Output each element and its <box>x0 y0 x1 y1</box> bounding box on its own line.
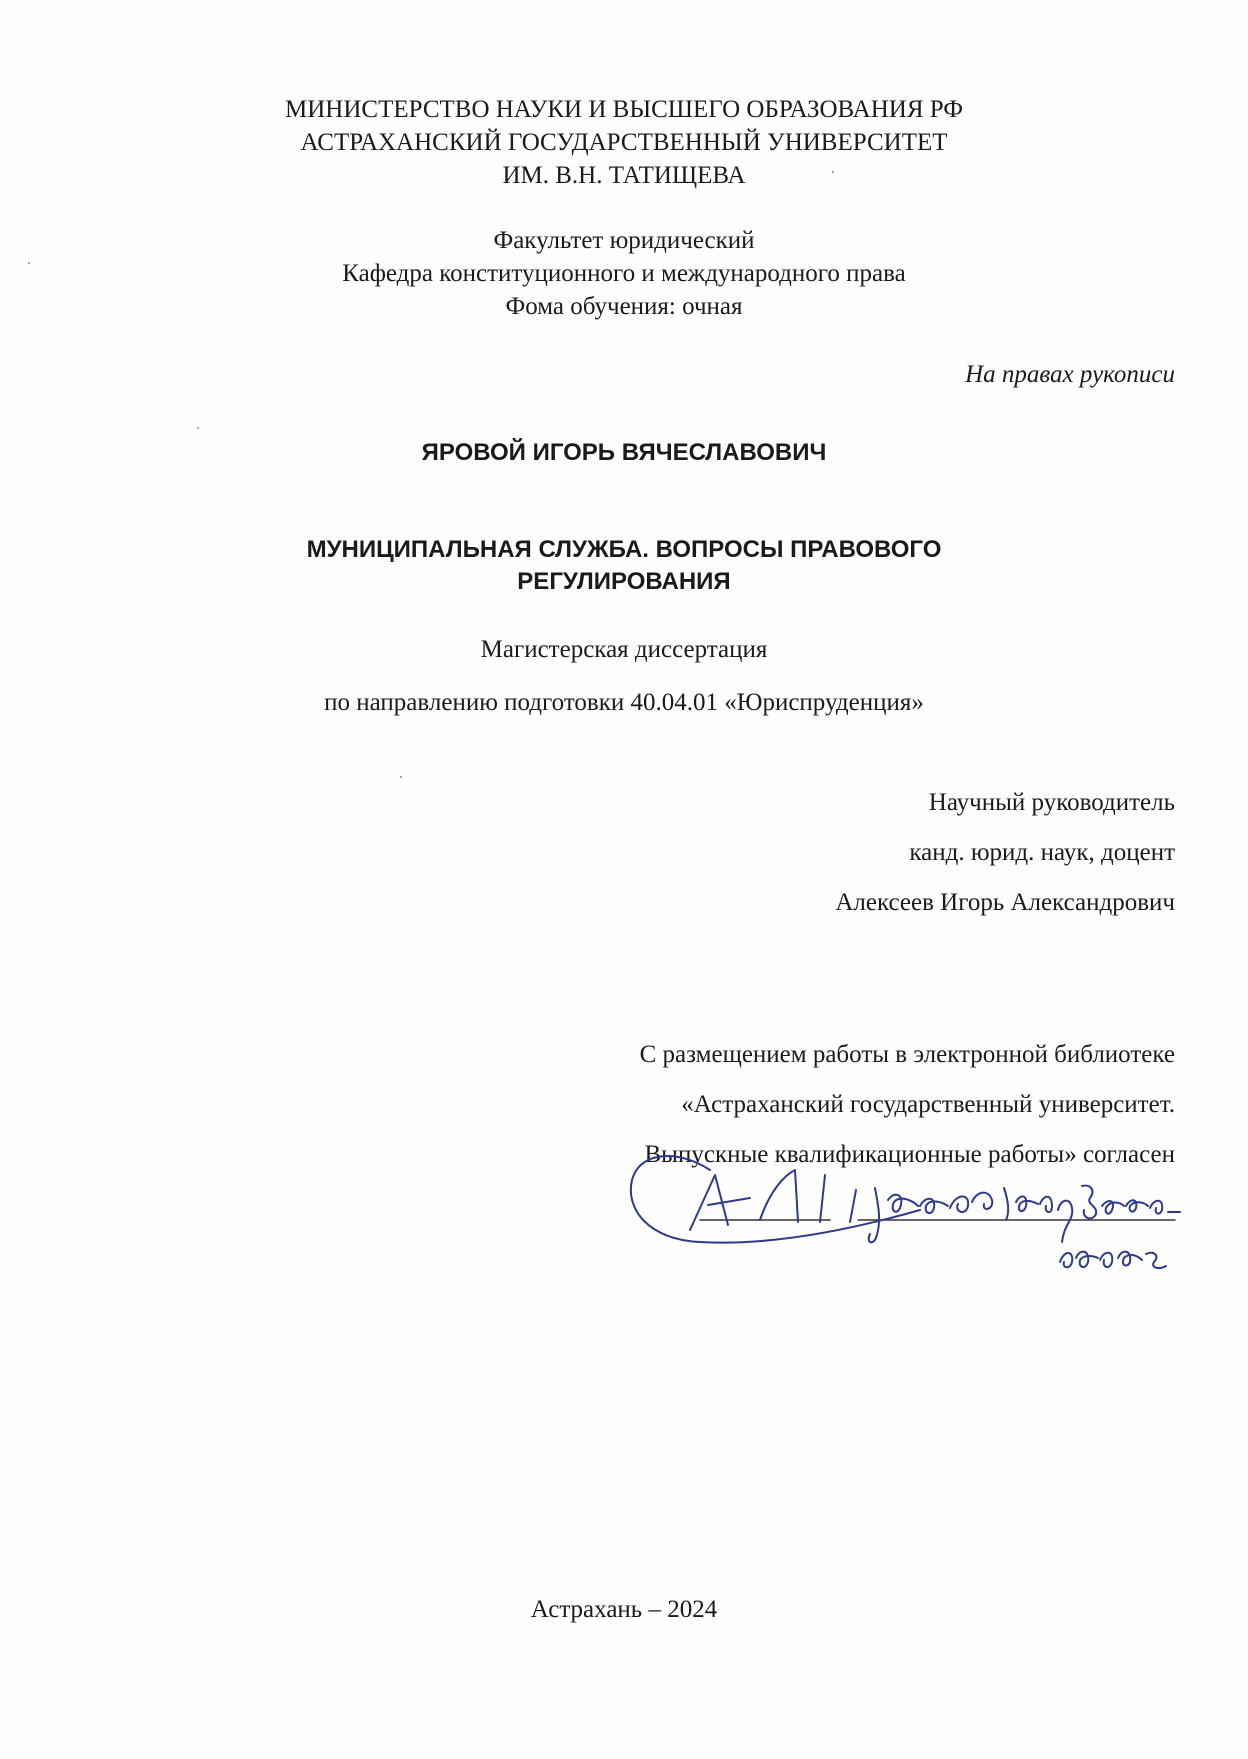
study-form-line: Фома обучения: очная <box>505 293 743 320</box>
consent-line-1: С размещением работы в электронной библиотеке <box>639 1041 1175 1068</box>
supervisor-role: Научный руководитель <box>928 789 1175 816</box>
place-and-year: Астрахань – 2024 <box>530 1596 718 1623</box>
handwritten-signature <box>620 1150 1220 1320</box>
specialty-line: по направлению подготовки 40.04.01 «Юриспруденция» <box>324 689 924 716</box>
manuscript-note: На правах рукописи <box>965 361 1175 388</box>
ministry-line: МИНИСТЕРСТВО НАУКИ И ВЫСШЕГО ОБРАЗОВАНИЯ РФ <box>285 96 963 123</box>
scan-speck <box>400 776 402 778</box>
author-name: ЯРОВОЙ ИГОРЬ ВЯЧЕСЛАВОВИЧ <box>421 439 827 466</box>
thesis-title-line-1: МУНИЦИПАЛЬНАЯ СЛУЖБА. ВОПРОСЫ ПРАВОВОГО <box>306 536 942 563</box>
thesis-title-line-2: РЕГУЛИРОВАНИЯ <box>517 568 731 595</box>
scan-speck <box>832 171 834 173</box>
supervisor-name: Алексеев Игорь Александрович <box>835 889 1175 916</box>
department-line: Кафедра конституционного и международного права <box>342 260 906 287</box>
university-line: АСТРАХАНСКИЙ ГОСУДАРСТВЕННЫЙ УНИВЕРСИТЕТ <box>300 129 948 156</box>
supervisor-degree: канд. юрид. наук, доцент <box>909 839 1175 866</box>
consent-line-2: «Астраханский государственный университет. <box>681 1091 1175 1118</box>
scan-speck <box>28 262 30 264</box>
named-after-line: ИМ. В.Н. ТАТИЩЕВА <box>502 162 746 189</box>
work-type-line: Магистерская диссертация <box>480 636 768 663</box>
faculty-line: Факультет юридический <box>493 227 755 254</box>
consent-line-3: Выпускные квалификационные работы» согласен <box>644 1141 1175 1168</box>
scan-speck <box>197 427 199 429</box>
